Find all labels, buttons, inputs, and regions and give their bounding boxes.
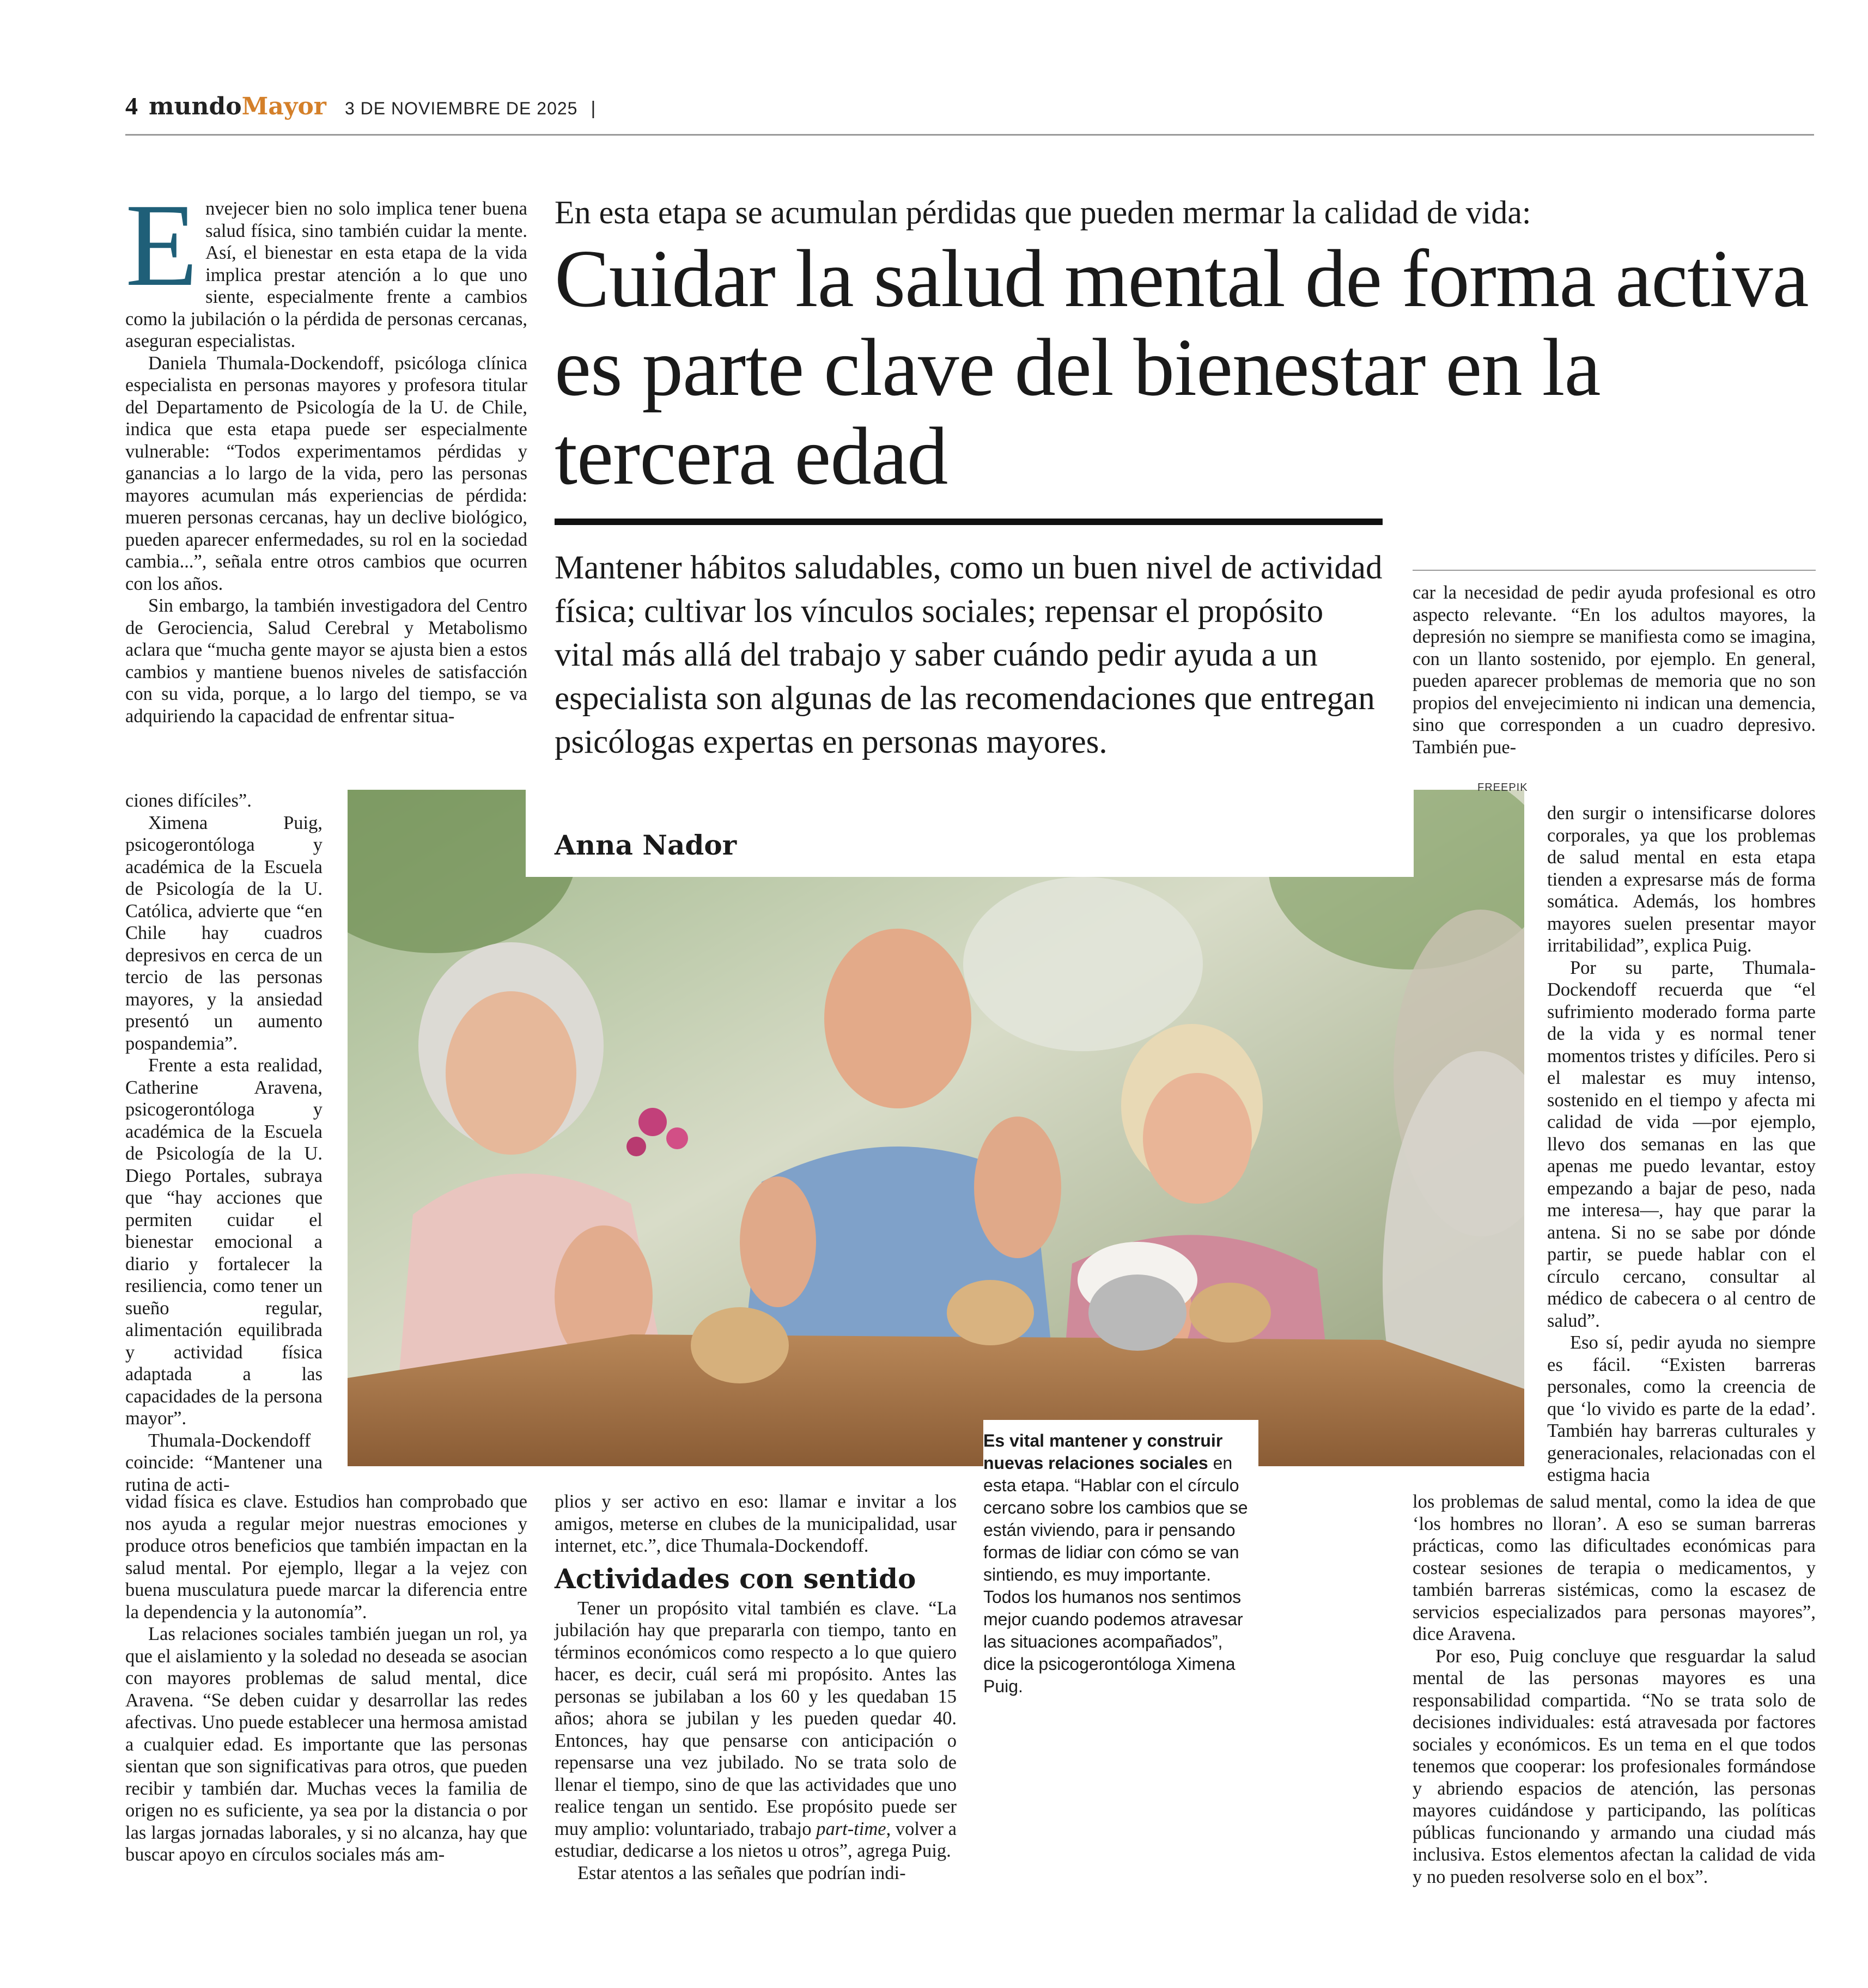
column-1-narrow — [125, 790, 323, 1496]
header-separator: | — [591, 98, 596, 119]
column-4-bottom — [1413, 1491, 1816, 1888]
column-1-bottom — [125, 1491, 527, 1866]
paragraph — [555, 1597, 957, 1862]
caption-lead: Es vital mantener y construir nuevas relaciones sociales — [983, 1431, 1223, 1473]
deck: Mantener hábitos saludables, como un buen nivel de actividad física; cultivar los vínculos sociales; repensar el propósito vital más allá del trabajo y saber cuándo pedir ayuda a un especialista son algunas de las recomendaciones que entregan psicólogas expertas en personas mayores. — [555, 550, 1383, 760]
section-brand-mundo: mundo — [149, 93, 242, 120]
column-2 — [555, 1491, 957, 1884]
section-brand-mayor: Mayor — [241, 93, 326, 120]
kicker: En esta etapa se acumulan pérdidas que pueden mermar la calidad de vida: — [555, 194, 1531, 230]
article-photo — [348, 790, 1524, 1466]
caption-text: en esta etapa. “Hablar con el círculo cercano sobre los cambios que se están viviendo, para ir pensando formas de lidiar con cómo se van sintiendo, es muy importante. Todos los humanos nos sentimos mejor cuando podemos atravesar las situaciones acompañados”, dice la psicogerontóloga Ximena Puig. — [983, 1453, 1248, 1696]
paragraph — [125, 180, 527, 352]
paragraph: Ximena Puig, psicogerontóloga y académica de la Escuela de Psicología de la U. Católica, advierte que “en Chile hay cuadros depresivos en cerca de un tercio de las personas mayores, y la ansiedad presentó un aumento pospandemia”. — [125, 812, 323, 1054]
paragraph-text: , volver a estudiar, dedicarse a los nietos u otros”, agrega Puig. — [555, 1818, 957, 1861]
paragraph-text: nvejecer bien no solo implica tener buena salud física, sino también cuidar la mente. Así, el bienestar en esta etapa de la vida implica prestar atención a lo que uno siente, especialmente frente a cambios como la jubilación o la pérdida de personas cercanas, aseguran especialistas. — [125, 198, 527, 351]
paragraph: Las relaciones sociales también juegan un rol, ya que el aislamiento y la soledad no deseada se asocian con mayores problemas de salud mental, dice Aravena. “Se deben cuidar y desarrollar las redes afectivas. Uno puede establecer una hermosa amistad a cualquier edad. Es importante que las personas sientan que son significativas para otros, que pueden recibir y también dar. Muchas veces la familia de origen no es suficiente, ya sea por la distancia o por las largas jornadas laborales, y si no alcanza, hay que buscar apoyo en círculos sociales más am- — [125, 1624, 527, 1865]
paragraph: Sin embargo, la también investigadora del Centro de Gerociencia, Salud Cerebral y Metabolismo aclara que “mucha gente mayor se ajusta bien a estos cambios y mantiene buenos niveles de satisfacción con su vida, porque, a lo largo del tiempo, se va adquiriendo la capacidad de enfrentar situa- — [125, 595, 527, 727]
paragraph-text: Tener un propósito vital también es clave. “La jubilación hay que prepararla con tiempo, tanto en términos económicos como respecto a lo que quiero hacer, es decir, cuál será mi propósito. Antes las personas se jubilaban a los 60 y les quedaban 15 años; ahora se jubilan y les pueden quedar 40. Entonces, hay que pensarse con anticipación o repensarse una vez jubilado. No se trata solo de llenar el tiempo, sino de que las actividades que uno realice tengan un sentido. Ese propósito puede ser muy amplio: voluntariado, trabajo — [555, 1597, 957, 1839]
paragraph: Por su parte, Thumala-Dockendoff recuerda que “el sufrimiento moderado forma parte de la vida y es normal tener momentos tristes y difíciles. Pero si el malestar es muy intenso, sostenido en el tiempo y afecta mi calidad de vida —por ejemplo, llevo dos semanas en las que apenas me puedo levantar, estoy empezando a bajar de peso, nada me interesa—, hay que parar la antena. Si no se sabe por dónde partir, se puede hablar con el círculo cercano, consultar al médico de cabecera o al centro de salud”. — [1547, 957, 1816, 1331]
paragraph: plios y ser activo en eso: llamar e invitar a los amigos, meterse en clubes de la municipalidad, usar internet, etc.”, dice Thumala-Dockendoff. — [555, 1491, 957, 1556]
drop-cap: E — [125, 180, 198, 311]
issue-date: 3 DE NOVIEMBRE DE 2025 — [344, 99, 578, 118]
photo-caption — [983, 1420, 1258, 1698]
paragraph: den surgir o intensificarse dolores corporales, ya que los problemas de salud mental en esta etapa tienden a expresarse más de forma somática. Además, los hombres mayores suelen presentar mayor irritabilidad”, explica Puig. — [1547, 803, 1816, 956]
paragraph: vidad física es clave. Estudios han comprobado que nos ayuda a regular mejor nuestras emociones y produce otros beneficios que también impactan en la salud mental. Por ejemplo, llegar a la vejez con buena musculatura puede marcar la diferencia entre la dependencia y la autonomía”. — [125, 1491, 527, 1623]
column-rule — [1413, 570, 1816, 571]
paragraph: Frente a esta realidad, Catherine Aravena, psicogerontóloga y académica de la Escuela de Psicología de la U. Diego Portales, subraya que “hay acciones que permiten cuidar el bienestar emocional a diario y fortalecer la resiliencia, como tener un sueño regular, alimentación equilibrada y actividad física adaptada a las capacidades de la persona mayor”. — [125, 1055, 323, 1429]
headline-rule — [555, 519, 1383, 525]
italic-term: part-time — [816, 1818, 886, 1839]
paragraph: Daniela Thumala-Dockendoff, psicóloga clínica especialista en personas mayores y profesora titular del Departamento de Psicología de la U. de Chile, indica que esta etapa puede ser especialmente vulnerable: “Todos experimentamos pérdidas y ganancias a lo largo de la vida, pero las personas mayores acumulan más experiencias de pérdida: mueren personas cercanas, hay un declive biológico, pueden aparecer enfermedades, su rol en la sociedad cambia...”, señala entre otros cambios que ocurren con los años. — [125, 352, 527, 594]
page-number: 4 — [125, 92, 138, 120]
paragraph: ciones difíciles”. — [125, 790, 252, 811]
paragraph: los problemas de salud mental, como la idea de que ‘los hombres no lloran’. A eso se suman barreras prácticas, como las dificultades económicas para costear sesiones de terapia o medicamentos, y también barreras sistémicas, como la escasez de servicios especializados para personas mayores”, dice Aravena. — [1413, 1491, 1816, 1644]
paragraph: Por eso, Puig concluye que resguardar la salud mental de las personas mayores es una responsabilidad compartida. “No se trata solo de decisiones individuales: está atravesada por factores sociales y económicos. Es un tema en el que todos tenemos que cooperar: los profesionales formándose y abriendo espacios de atención, las personas mayores cuidándose y participando, las políticas públicas funcionando y armando una ciudad más inclusiva. Estos elementos afectan la calidad de vida y no pueden resolverse solo en el box”. — [1413, 1645, 1816, 1887]
column-4-narrow — [1547, 802, 1816, 1486]
photo-credit: FREEPIK — [1477, 782, 1528, 794]
paragraph: car la necesidad de pedir ayuda profesional es otro aspecto relevante. “En los adultos mayores, la depresión no siempre se manifiesta como se imagina, con un llanto sostenido, por ejemplo. En general, pueden aparecer problemas de memoria que no son propios del envejecimiento ni indican una demencia, sino que corresponden a un cuadro depresivo. También pue- — [1413, 582, 1816, 758]
paragraph: Thumala-Dockendoff coincide: “Mantener una rutina de acti- — [125, 1430, 323, 1495]
byline: Anna Nador — [555, 829, 737, 861]
column-1-top — [125, 180, 527, 727]
page-header — [125, 92, 1814, 132]
column-4-top — [1413, 582, 1816, 758]
header-rule — [125, 134, 1814, 136]
subheading: Actividades con sentido — [555, 1562, 916, 1595]
paragraph: Eso sí, pedir ayuda no siempre es fácil. “Existen barreras personales, como la creencia de que ‘lo vivido es parte de la edad’. También hay barreras culturales y generacionales, relacionadas con el estigma hacia — [1547, 1332, 1816, 1485]
headline: Cuidar la salud mental de forma activa es parte clave del bienestar en la tercera edad — [555, 233, 1809, 502]
paragraph: Estar atentos a las señales que podrían indi- — [577, 1862, 906, 1883]
